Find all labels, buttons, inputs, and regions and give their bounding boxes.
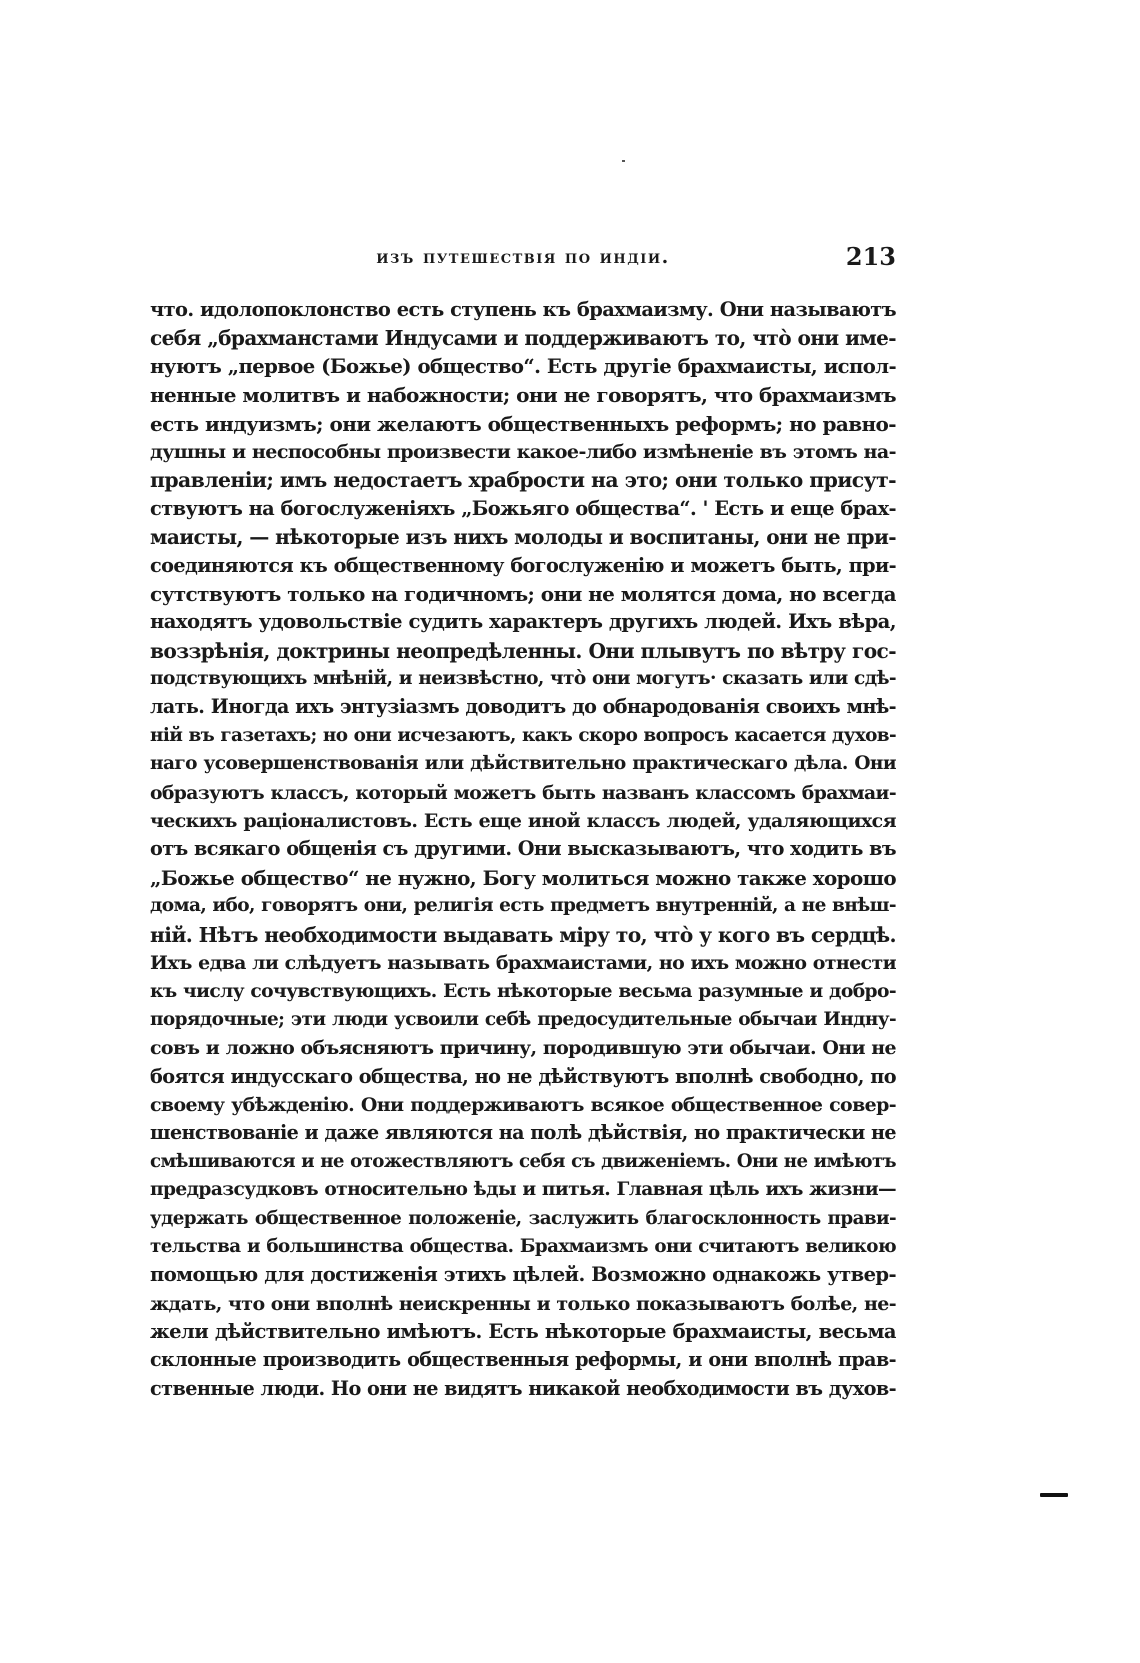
text-line: воззрѣнія, доктрины неопредѣленны. Они плывутъ по вѣтру гос- [150,638,896,663]
text-line: ствуютъ на богослуженіяхъ „Божьяго общества“. ' Есть и еще брах- [150,496,896,520]
text-line: ній въ газетахъ; но они исчезаютъ, какъ скоро вопросъ касается духов- [150,724,896,746]
text-line: удержать общественное положеніе, заслужить благосклонность прави- [150,1207,896,1229]
text-line: себя „брахманстами Индусами и поддерживаютъ то, что̀ они име- [150,326,896,351]
text-line: шенствованіе и даже являются на полѣ дѣйствія, но практически не [150,1121,896,1145]
text-line: отъ всякаго общенія съ другими. Они высказываютъ, что ходить въ [150,837,896,861]
text-line: „Божье общество“ не нужно, Богу молиться можно также хорошо [150,865,896,890]
text-line: сутствуютъ только на годичномъ; они не молятся дома, но всегда [150,581,896,606]
text-line: правленіи; имъ недостаетъ храбрости на это; они только присут- [150,468,896,493]
text-line: совъ и ложно объясняютъ причину, породившую эти обычаи. Они не [150,1037,896,1060]
text-line: ждать, что они вполнѣ неискренны и только показываютъ болѣе, не- [150,1292,896,1315]
text-line: что. идолопоклонство есть ступень къ брахмаизму. Они называютъ [150,298,896,321]
text-line: есть индуизмъ; они желаютъ общественныхъ реформъ; но равно- [150,411,896,436]
text-line: къ числу сочувствующихъ. Есть нѣкоторые весьма разумные и добро- [150,980,896,1003]
body-text [150,296,896,1403]
text-line: дома, ибо, говорятъ они, религія есть предметъ внутренній, а не внѣш- [150,895,896,917]
text-line: подствующихъ мнѣній, и неизвѣстно, что̀ они могутъ· сказать или сдѣ- [150,668,896,690]
text-line: соединяются къ общественному богослуженію и можетъ быть, при- [150,553,896,577]
text-line: наго усовершенствованія или дѣйствительно практическаго дѣла. Они [150,753,896,775]
page-header [150,240,896,274]
text-line: ческихъ раціоналистовъ. Есть еще иной классъ людей, удаляющихся [150,810,896,833]
text-line: нуютъ „первое (Божье) общество“. Есть другіе брахмаисты, испол- [150,354,896,378]
text-line: маисты, — нѣкоторые изъ нихъ молоды и воспитаны, они не при- [150,525,896,550]
text-line: склонные производить общественныя реформы, и они вполнѣ прав- [150,1348,896,1372]
text-line: ній. Нѣтъ необходимости выдавать міру то, что̀ у кого въ сердцѣ. [150,922,896,947]
text-line: порядочные; эти люди усвоили себѣ предосудительные обычаи Индну- [150,1008,896,1030]
text-line: Ихъ едва ли слѣдуетъ называть брахмаистами, но ихъ можно отнести [150,951,896,974]
text-line: тельства и большинства общества. Брахмаизмъ они считаютъ великою [150,1235,896,1257]
text-line: смѣшиваются и не отожествляютъ себя съ движеніемъ. Они не имѣютъ [150,1150,896,1172]
text-line: ственные люди. Но они не видятъ никакой необходимости въ духов- [150,1376,896,1400]
text-line: находятъ удовольствіе судить характеръ другихъ людей. Ихъ вѣра, [150,610,896,634]
text-line: своему убѣжденію. Они поддерживаютъ всякое общественное совер- [150,1093,896,1116]
margin-dash-mark [1040,1493,1068,1497]
running-title: изъ путешествія по индіи. [376,246,670,268]
text-line: лать. Иногда ихъ энтузіазмъ доводитъ до обнародованія своихъ мнѣ- [150,695,896,719]
text-line: боятся индусскаго общества, но не дѣйствуютъ вполнѣ свободно, по [150,1064,896,1088]
text-line: ненные молитвъ и набожности; они не говорятъ, что брахмаизмъ [150,383,896,408]
text-line: образуютъ классъ, который можетъ быть названъ классомъ брахмаи- [150,781,896,804]
text-line: предразсудковъ относительно ѣды и питья. Главная цѣль ихъ жизни— [150,1179,896,1201]
text-line: душны и неспособны произвести какое-либо измѣненіе въ этомъ на- [150,439,896,463]
page-number: 213 [845,242,896,271]
text-line: помощью для достиженія этихъ цѣлей. Возможно однакожь утвер- [150,1263,896,1287]
text-line: жели дѣйствительно имѣютъ. Есть нѣкоторые брахмаисты, весьма [150,1320,896,1344]
stray-dot-mark [622,160,625,162]
